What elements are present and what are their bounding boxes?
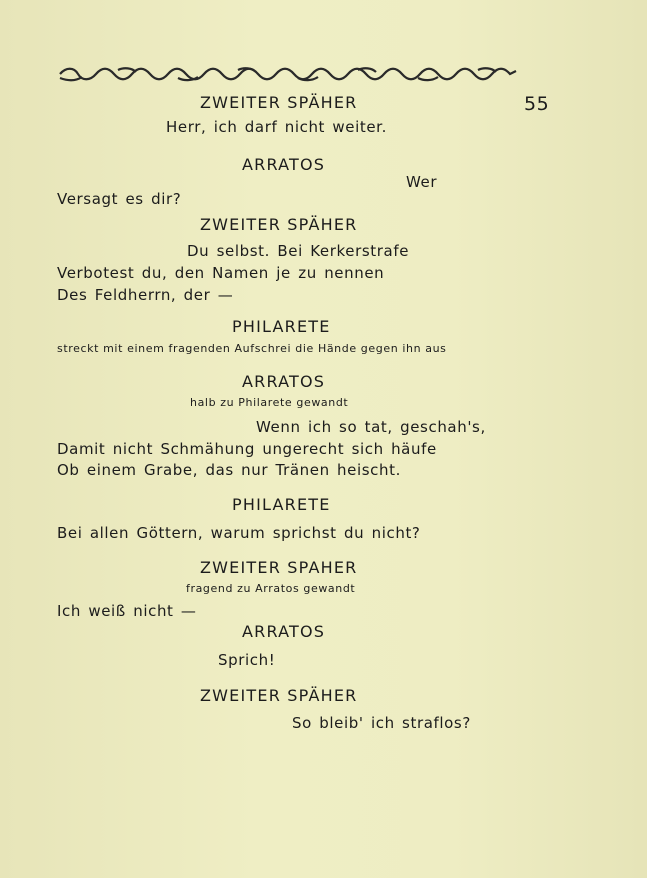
speaker-philarete: PHILARETE: [232, 495, 331, 514]
speaker-zweiter-spaeher: ZWEITER SPAHER: [200, 558, 358, 577]
verse-line: Ob einem Grabe, das nur Tränen heischt.: [57, 461, 401, 479]
verse-line: So bleib' ich straflos?: [292, 714, 471, 732]
page-number: 55: [524, 93, 550, 115]
stage-direction: streckt mit einem fragenden Aufschrei die Hände gegen ihn aus: [57, 342, 447, 355]
speaker-arratos: ARRATOS: [242, 622, 326, 641]
verse-line: Des Feldherrn, der —: [57, 286, 234, 304]
speaker-zweiter-spaeher: ZWEITER SPÄHER: [200, 686, 358, 705]
verse-line: Verbotest du, den Namen je zu nennen: [57, 264, 385, 282]
verse-line: Sprich!: [218, 651, 276, 669]
verse-line: Herr, ich darf nicht weiter.: [166, 118, 387, 136]
verse-line: Versagt es dir?: [57, 190, 182, 208]
verse-line: Wer: [406, 173, 438, 191]
decorative-border-icon: [58, 66, 518, 82]
verse-line: Wenn ich so tat, geschah's,: [256, 418, 486, 436]
verse-line: Bei allen Göttern, warum sprichst du nicht?: [57, 524, 421, 542]
speaker-zweiter-spaeher: ZWEITER SPÄHER: [200, 93, 358, 112]
stage-direction: halb zu Philarete gewandt: [190, 396, 349, 409]
verse-line: Damit nicht Schmähung ungerecht sich häufe: [57, 440, 437, 458]
speaker-philarete: PHILARETE: [232, 317, 331, 336]
speaker-arratos: ARRATOS: [242, 372, 326, 391]
stage-direction: fragend zu Arratos gewandt: [186, 582, 356, 595]
verse-line: Ich weiß nicht —: [57, 602, 197, 620]
speaker-arratos: ARRATOS: [242, 155, 326, 174]
verse-line: Du selbst. Bei Kerkerstrafe: [187, 242, 410, 260]
speaker-zweiter-spaeher: ZWEITER SPÄHER: [200, 215, 358, 234]
